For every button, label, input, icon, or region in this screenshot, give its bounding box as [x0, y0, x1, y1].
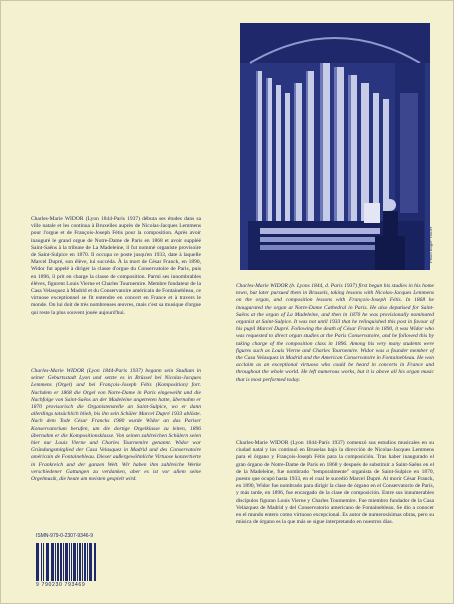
barcode-bars	[36, 543, 96, 581]
barcode-bar	[63, 543, 64, 581]
barcode-bar	[91, 543, 92, 581]
barcode-bar	[87, 543, 88, 581]
barcode-bar	[82, 543, 83, 581]
barcode-bar	[38, 543, 39, 581]
biography-english: Charles-Marie WIDOR (b. Lyons 1844, d. Paris 1937) first began his studies in his home town, but later pursued them in Brussels, taking lessons with Nicolas-Jacques Lemmens on the organ, and composition lessons with François-Joseph Fétis. In 1868 he inaugurated the organ at Notre-Dame Cathedral in Paris. He also deputised for Saint-Saëns at the organ of La Madeleine, and then in 1870 he was provisionally nominated organist at Saint-Sulpice. It was not until 1933 that he relinquished this post in favour of his pupil Marcel Dupré. Following the death of César Franck in 1890, it was Widor who was requested to direct organ studies at the Paris Conservatoire, and he followed this by taking charge of the composition class in 1896. Among his very many students were figures such as Louis Vierne and Charles Tournemire. Widor was a founder member of the Casa Velasquez in Madrid and the American Conservatoire in Fontainebleau. He won acclaim as an exceptional virtuoso who could be heard in concerts in France and throughout the whole world. He left numerous works, but it is above all his organ music that is most performed today.	[236, 283, 434, 383]
biography-german: Charles-Marie WIDOR (Lyon 1844-Paris 1937) begann sein Studium in seiner Geburtsstadt Lyon und setzte es in Brüssel bei Nicolas-Jacques Lemmens (Orgel) und bei François-Joseph Fétis (Komposition) fort. Nachdem er 1868 die Orgel von Notre-Dame in Paris eingeweiht und die Nachfolge von Saint-Saëns an der Madeleine angetreten hatte, übernahm er 1870 provisorisch die Organistenstelle an Saint-Sulpice, wo er dann allerdings tatsächlich blieb, bis ihn sein Schüler Marcel Dupré 1933 ablöste. Nach dem Tode César Francks 1980 wurde Widor an das Pariser Konservatorium berufen, um die dortige Orgelklasse zu leiten, 1896 übernahm er die Kompositionsklasse. Von seinen zahlreichen Schülern seien hier nur Louis Vierne und Charles Tournemire genannt. Widor war Gründungsmitglied der Casa Velasquez in Madrid und des Conservatoire américain de Fontainebleau. Dieser außergewöhnliche Virtuose konzertierte in Frankreich und der ganzen Welt. Wir haben ihm zahlreiche Werke verschiedener Gattungen zu verdanken, aber es ist vor allem seine Orgelmusik, die heute am meisten gespielt wird.	[31, 368, 201, 483]
barcode-bar	[77, 543, 78, 581]
biography-french: Charles-Marie WIDOR (Lyon 1844-Paris 1937) débuta ses études dans sa ville natale et les continua à Bruxelles auprès de Nicolas-Jacques Lemmens pour l'orgue et de François-Joseph Fétis pour la composition. Après avoir inauguré le grand orgue de Notre-Dame de Paris en 1868 et avoir suppléé Saint-Saëns à la tribune de La Madeleine, il fut nommé organiste provisoire de Saint-Sulpice en 1870. Il occupa ce poste jusqu'en 1933, date à laquelle Marcel Dupré, son élève, lui succéda. À la mort de César Franck, en 1890, Widor fut appelé à diriger la classe d'orgue du Conservatoire de Paris, puis en 1896, il prit en charge la classe de composition. Parmi ses innombrables élèves, figurent Louis Vierne et Charles Tournemire. Membre fondateur de la Casa Velasquez à Madrid et du Conservatoire américain de Fontainebleau, ce virtuose exceptionnel se fit entendre en concert en France et à travers le monde. On lui doit de très nombreuses œuvres, mais c'est sa musique d'orgue qui reste la plus souvent jouée aujourd'hui.	[31, 216, 201, 316]
barcode-bar	[58, 543, 59, 581]
barcode-bar	[71, 543, 72, 581]
ismn-label: ISMN-979-0-2307-9346-9	[36, 533, 93, 539]
barcode	[36, 543, 96, 589]
organ-photo	[240, 23, 430, 270]
biography-spanish: Charles-Marie WIDOR (Lyon 1844-París 1937) comenzó sus estudios musicales en su ciudad natal y los continuó en Bruselas bajo la dirección de Nicolas-Jacques Lemmens para el órgano y François-Joseph Fétis para la composición. Tras haber inaugurado el gran órgano de Notre-Dame de París en 1868 y después de substituir a Saint-Saëns en el de la Madeleine, fue nombrado "temporalmente" organista de Saint-Sulpice en 1870, puesto que ocupó hasta 1933, en el cual le sucedió Marcel Dupré. Al morir César Franck, en 1890, Widor fue nombrado para dirigir la clase de órgano en el Conservatorio de París, y más tarde, en 1896, fue encargado de la clase de composición. Entre sus innumerables discípulos figuran Louis Vierne y Charles Tournemire. Fue miembro fundador de la Casa Velázquez de Madrid y del Conservatorio americano de Fontainebleau. Se dio a conocer en el mundo entero como virtuoso excepcional. Es autor de numerosísimas obras, pero su música de órgano es la que más se sigue interpretando en nuestros días.	[236, 440, 434, 526]
barcode-digits: 9 790230 793469	[36, 582, 86, 588]
barcode-bar	[48, 543, 49, 581]
barcode-bar	[47, 543, 48, 581]
barcode-bar	[43, 543, 44, 581]
photo-credit: Photo Roger-Viollet	[428, 227, 433, 263]
